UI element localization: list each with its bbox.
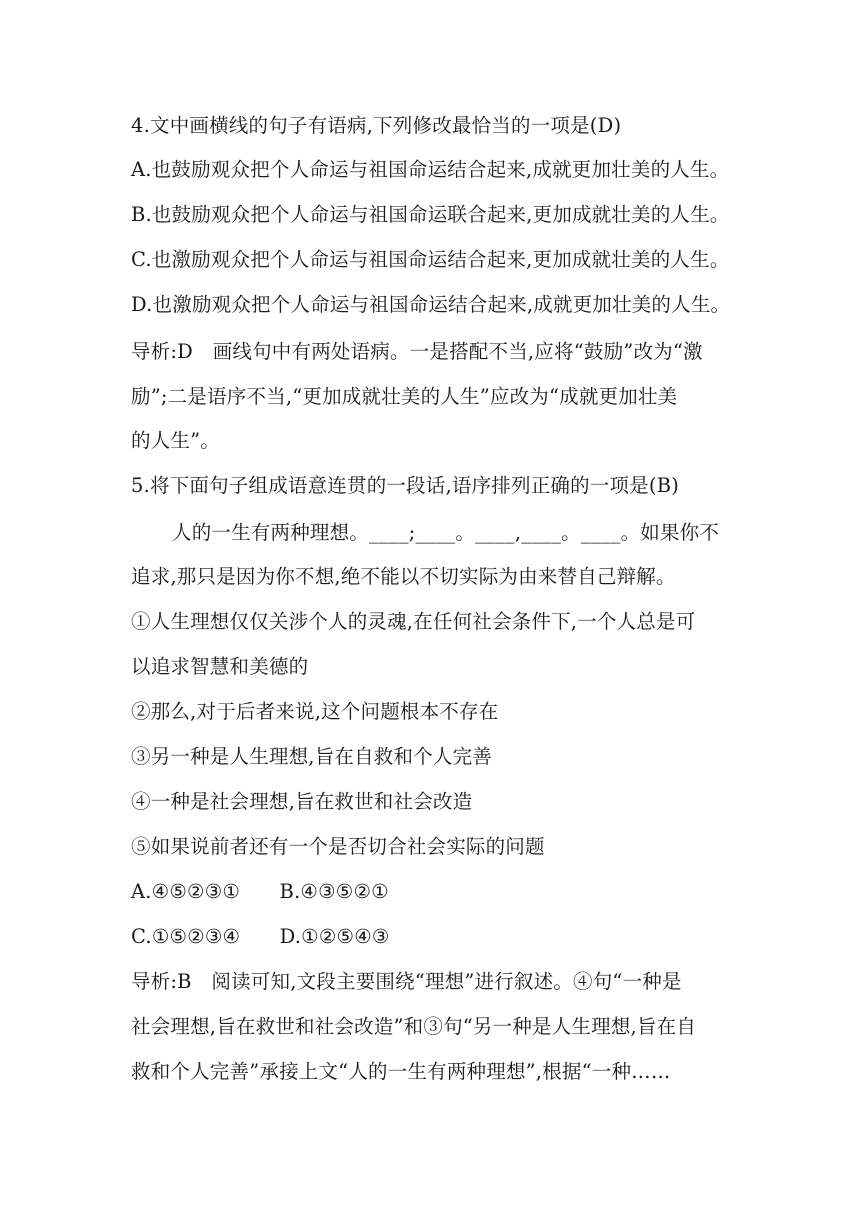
question-5-sentence-1-line-2: 以追求智慧和美德的 <box>131 655 309 678</box>
question-5-sentence-2: ②那么,对于后者来说,这个问题根本不存在 <box>131 700 499 723</box>
question-4-option-d: D.也激励观众把个人命运与祖国命运结合起来,成就更加壮美的人生。 <box>131 293 731 316</box>
question-5-sentence-4: ④一种是社会理想,旨在救世和社会改造 <box>131 790 473 813</box>
question-4-option-a: A.也鼓励观众把个人命运与祖国命运结合起来,成就更加壮美的人生。 <box>131 158 730 181</box>
question-4-analysis-line-1: 导析:D 画线句中有两处语病。一是搭配不当,应将“鼓励”改为“激 <box>131 340 703 363</box>
question-5-stem: 5.将下面句子组成语意连贯的一段话,语序排列正确的一项是(B) <box>131 474 680 497</box>
question-5-analysis-line-2: 社会理想,旨在救世和社会改造”和③句“另一种是人生理想,旨在自 <box>131 1015 697 1038</box>
question-4-analysis-line-2: 励”;二是语序不当,“更加成就壮美的人生”应改为“成就更加壮美 <box>131 385 678 408</box>
question-5-analysis-line-1: 导析:B 阅读可知,文段主要围绕“理想”进行叙述。④句“一种是 <box>131 970 682 993</box>
question-5-sentence-1-line-1: ①人生理想仅仅关涉个人的灵魂,在任何社会条件下,一个人总是可 <box>131 610 696 633</box>
question-4-option-b: B.也鼓励观众把个人命运与祖国命运联合起来,更加成就壮美的人生。 <box>131 203 730 226</box>
question-5-options-row-1: A.④⑤②③① B.④③⑤②① <box>131 880 389 903</box>
question-4-stem: 4.文中画横线的句子有语病,下列修改最恰当的一项是(D) <box>131 114 622 137</box>
question-5-analysis-line-3: 救和个人完善”承接上文“人的一生有两种理想”,根据“一种…… <box>131 1060 671 1083</box>
question-5-passage-line-2: 追求,那只是因为你不想,绝不能以不切实际为由来替自己辩解。 <box>131 565 676 588</box>
question-5-sentence-3: ③另一种是人生理想,旨在自救和个人完善 <box>131 745 492 768</box>
question-5-passage-line-1: 人的一生有两种理想。____;____。____,____。____。如果你不 <box>172 521 720 544</box>
question-5-options-row-2: C.①⑤②③④ D.①②⑤④③ <box>131 925 390 948</box>
question-4-option-c: C.也激励观众把个人命运与祖国命运结合起来,更加成就壮美的人生。 <box>131 248 730 271</box>
question-5-sentence-5: ⑤如果说前者还有一个是否切合社会实际的问题 <box>131 835 545 858</box>
question-4-analysis-line-3: 的人生”。 <box>131 429 220 452</box>
